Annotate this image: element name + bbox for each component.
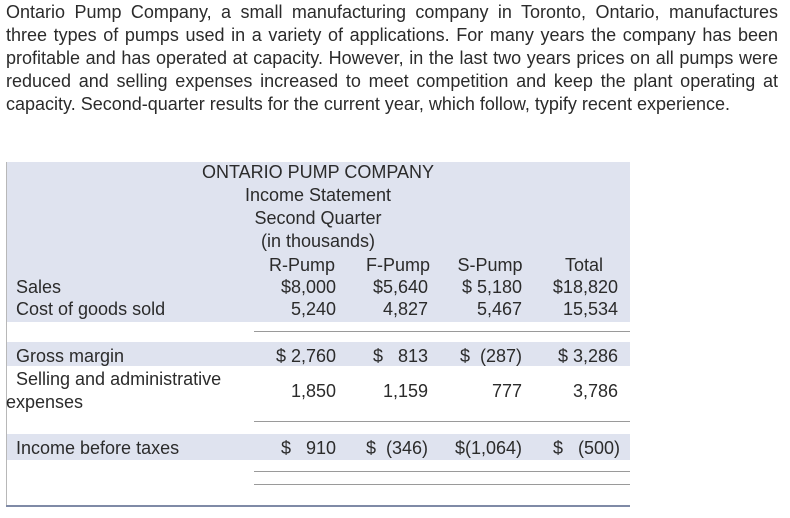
subtotal-rule-2	[254, 421, 630, 422]
table-left-border	[6, 162, 7, 506]
selling-admin-f-pump: 1,159	[382, 381, 428, 401]
table-bottom-border	[6, 505, 630, 507]
income-total: $ (500)	[552, 438, 620, 458]
column-header-r-pump: R-Pump	[268, 255, 335, 275]
statement-units: (in thousands)	[260, 231, 376, 251]
cogs-f-pump: 4,827	[382, 299, 428, 319]
row-label-cost-of-goods-sold: Cost of goods sold	[16, 299, 166, 319]
gross-margin-total: $ 3,286	[557, 346, 618, 366]
company-name: ONTARIO PUMP COMPANY	[201, 162, 435, 182]
row-label-income-before-taxes: Income before taxes	[16, 438, 180, 458]
sales-s-pump: $ 5,180	[461, 277, 522, 297]
selling-admin-s-pump: 777	[491, 381, 522, 401]
gross-margin-f-pump: $ 813	[372, 346, 428, 366]
row-label-selling-admin: Selling and administrative	[16, 369, 222, 389]
cogs-r-pump: 5,240	[290, 299, 336, 319]
row-label-gross-margin: Gross margin	[16, 346, 125, 366]
subtotal-rule	[254, 331, 630, 332]
selling-admin-r-pump: 1,850	[290, 381, 336, 401]
sales-f-pump: $5,640	[372, 277, 428, 297]
cogs-s-pump: 5,467	[476, 299, 522, 319]
income-f-pump: $ (346)	[365, 438, 428, 458]
double-rule-bottom	[254, 484, 630, 485]
sales-r-pump: $8,000	[280, 277, 336, 297]
sales-total: $18,820	[552, 277, 618, 297]
gross-margin-s-pump: $ (287)	[459, 346, 522, 366]
gross-margin-r-pump: $ 2,760	[275, 346, 336, 366]
column-header-f-pump: F-Pump	[365, 255, 430, 275]
income-r-pump: $ 910	[280, 438, 336, 458]
selling-admin-total: 3,786	[572, 381, 618, 401]
row-label-selling-admin-cont: expenses	[6, 392, 84, 412]
statement-title: Income Statement	[244, 185, 392, 205]
column-header-s-pump: S-Pump	[457, 255, 523, 275]
statement-period: Second Quarter	[254, 208, 382, 228]
double-rule-top	[254, 471, 630, 472]
column-header-total: Total	[564, 255, 604, 275]
row-label-sales: Sales	[16, 277, 62, 297]
intro-paragraph: Ontario Pump Company, a small manufacturing company in Toronto, Ontario, manufactures three types of pumps used in a variety of applications. For many years the company has been profitable and has operated at capacity. However, in the last two years prices on all pumps were reduced and selling expenses increased to meet competition and keep the plant operating at capacity. Second-quarter results for the current year, which follow, typify recent experience.	[6, 2, 778, 114]
cogs-total: 15,534	[562, 299, 618, 319]
income-s-pump: $(1,064)	[454, 438, 522, 458]
